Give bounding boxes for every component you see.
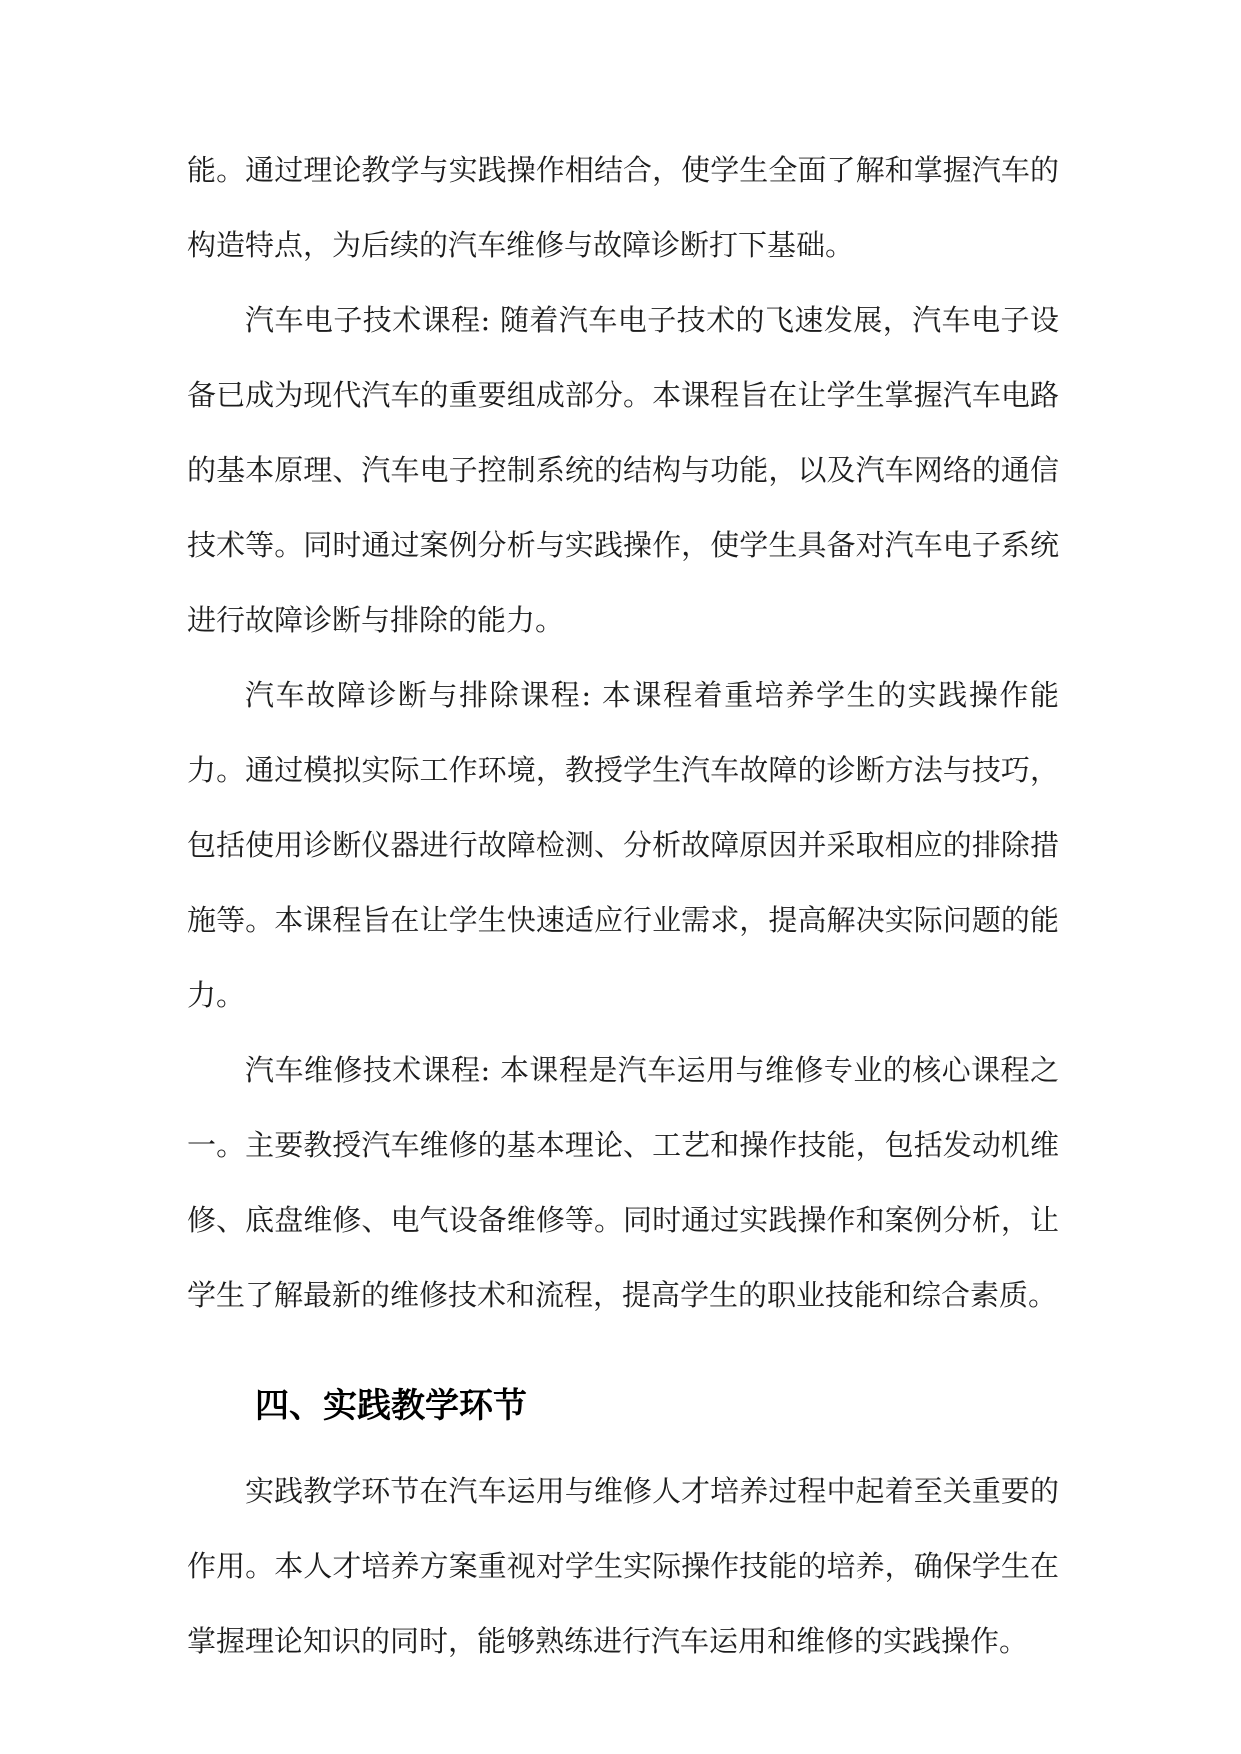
paragraph-vehicle-structure-continuation: 能。通过理论教学与实践操作相结合，使学生全面了解和掌握汽车的构造特点，为后续的汽车维修与故障诊断打下基础。	[187, 153, 1059, 262]
paragraph-auto-electronics-course: 汽车电子技术课程: 随着汽车电子技术的飞速发展，汽车电子设备已成为现代汽车的重要组成部分。本课程旨在让学生掌握汽车电路的基本原理、汽车电子控制系统的结构与功能，以及汽车网络的通信技术等。同时通过案例分析与实践操作，使学生具备对汽车电子系统进行故障诊断与排除的能力。	[187, 303, 1059, 637]
paragraph-practical-teaching-intro: 实践教学环节在汽车运用与维修人才培养过程中起着至关重要的作用。本人才培养方案重视对学生实际操作技能的培养，确保学生在掌握理论知识的同时，能够熟练进行汽车运用和维修的实践操作。	[187, 1474, 1059, 1658]
document-body	[187, 133, 1059, 1679]
paragraph-fault-diagnosis-course: 汽车故障诊断与排除课程: 本课程着重培养学生的实践操作能力。通过模拟实际工作环境，教授学生汽车故障的诊断方法与技巧，包括使用诊断仪器进行故障检测、分析故障原因并采取相应的排除措施等。本课程旨在让学生快速适应行业需求，提高解决实际问题的能力。	[187, 678, 1059, 1012]
paragraph-maintenance-tech-course: 汽车维修技术课程: 本课程是汽车运用与维修专业的核心课程之一。主要教授汽车维修的基本理论、工艺和操作技能，包括发动机维修、底盘维修、电气设备维修等。同时通过实践操作和案例分析，让学生了解最新的维修技术和流程，提高学生的职业技能和综合素质。	[187, 1053, 1059, 1312]
section-heading-practical-teaching: 四、实践教学环节	[255, 1387, 527, 1425]
